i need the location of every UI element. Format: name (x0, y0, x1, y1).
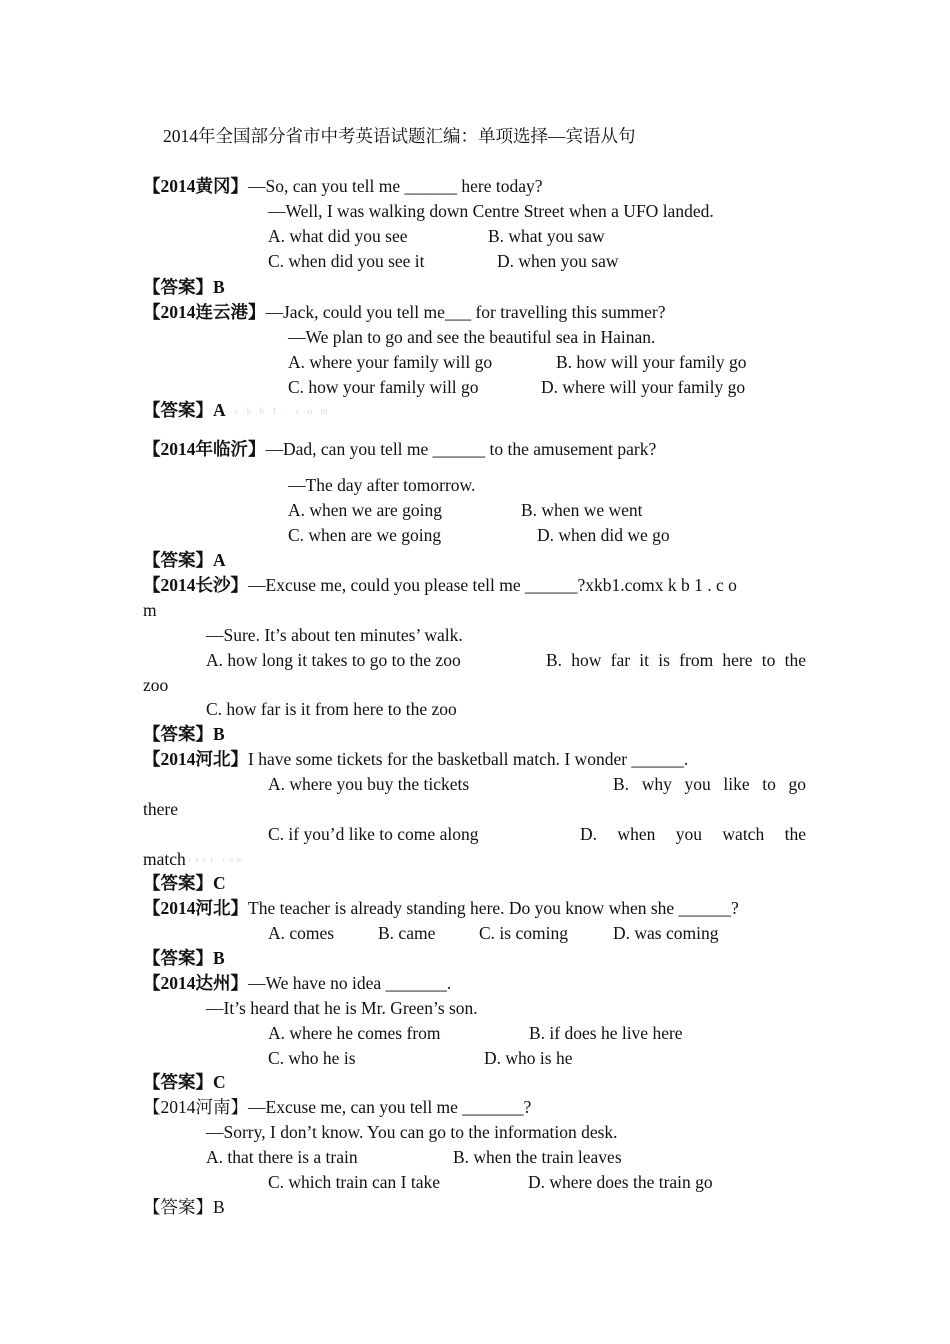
option-a: A. where he comes from (268, 1023, 441, 1043)
option-a: A. comes (268, 923, 335, 943)
answer-line: 【答案】A (143, 400, 226, 420)
option-c: C. how your family will go (288, 377, 479, 397)
option-c: C. if you’d like to come along (268, 824, 479, 844)
option-a: A. when we are going (288, 500, 443, 520)
question-stem: —We have no idea _______. (248, 973, 452, 993)
answer-value: C (213, 873, 226, 893)
option-a: A. how long it takes to go to the zoo (206, 650, 461, 670)
question-tag: 【2014河南】 (143, 1097, 248, 1117)
question-tag: 【2014河北】 (143, 749, 248, 769)
option-a: A. that there is a train (206, 1147, 358, 1167)
answer-value: B (213, 1197, 225, 1217)
option-c: C. when are we going (288, 525, 442, 545)
option-a: A. where you buy the tickets (268, 774, 470, 794)
answer-value: A (213, 400, 226, 420)
question-tag: 【2014河北】 (143, 898, 248, 918)
question-reply: —We plan to go and see the beautiful sea in Hainan. (288, 327, 656, 347)
option-b: B. how far it is from here to the (546, 650, 806, 670)
watermark: x k b 1 . c o m (234, 406, 331, 416)
answer-value: B (213, 948, 225, 968)
question-tag: 【2014长沙】 (143, 575, 248, 595)
answer-line: 【答案】B (143, 948, 225, 968)
answer-line: 【答案】C (143, 873, 226, 893)
question-stem: I have some tickets for the basketball match. I wonder ______. (248, 749, 689, 769)
question-stem: —So, can you tell me ______ here today? (248, 176, 543, 196)
option-b-wrap: there (143, 799, 178, 819)
option-c: C. when did you see it (268, 251, 425, 271)
option-d: D. where does the train go (528, 1172, 713, 1192)
question-reply: —Sorry, I don’t know. You can go to the information desk. (206, 1122, 618, 1142)
question-stem: —Excuse me, could you please tell me ______?xkb1.comx k b 1 . c o (248, 575, 737, 595)
option-b: B. why you like to go (613, 774, 806, 794)
option-d-wrap: match (143, 849, 186, 869)
question-reply: —Well, I was walking down Centre Street when a UFO landed. (268, 201, 714, 221)
option-b-wrap: zoo (143, 675, 169, 695)
option-b: B. what you saw (488, 226, 605, 246)
question-stem: The teacher is already standing here. Do you know when she ______? (248, 898, 739, 918)
option-a: A. where your family will go (288, 352, 493, 372)
answer-line: 【答案】C (143, 1072, 226, 1092)
question-stem: —Jack, could you tell me___ for travelling this summer? (265, 302, 666, 322)
question-tag: 【2014达州】 (143, 973, 248, 993)
question-tag: 【2014连云港】 (143, 302, 266, 322)
option-c: C. how far is it from here to the zoo (206, 699, 457, 719)
answer-value: B (213, 277, 225, 297)
option-c: C. which train can I take (268, 1172, 441, 1192)
option-b: B. if does he live here (529, 1023, 683, 1043)
question-reply: —It’s heard that he is Mr. Green’s son. (206, 998, 478, 1018)
option-d: D. when you saw (497, 251, 619, 271)
question-reply: —The day after tomorrow. (288, 475, 476, 495)
question-tag: 【2014年临沂】 (143, 439, 266, 459)
question-tag: 【2014黄冈】 (143, 176, 248, 196)
option-d: D. was coming (613, 923, 719, 943)
question-stem-wrap: m (143, 600, 157, 620)
option-a: A. what did you see (268, 226, 408, 246)
option-d: D. who is he (484, 1048, 573, 1068)
watermark: x k b 1 . c o m (188, 856, 244, 864)
option-b: B. when the train leaves (453, 1147, 622, 1167)
option-b: B. when we went (521, 500, 643, 520)
answer-value: C (213, 1072, 226, 1092)
option-c: C. is coming (479, 923, 568, 943)
page-title: 2014年全国部分省市中考英语试题汇编：单项选择—宾语从句 (163, 126, 636, 146)
option-b: B. how will your family go (556, 352, 747, 372)
question-reply: —Sure. It’s about ten minutes’ walk. (206, 625, 463, 645)
answer-line: 【答案】A (143, 550, 226, 570)
answer-value: B (213, 724, 225, 744)
answer-value: A (213, 550, 226, 570)
option-b: B. came (378, 923, 436, 943)
answer-line: 【答案】B (143, 277, 225, 297)
option-c: C. who he is (268, 1048, 356, 1068)
question-stem: —Excuse me, can you tell me _______? (248, 1097, 532, 1117)
answer-line: 【答案】B (143, 1197, 225, 1217)
answer-line: 【答案】B (143, 724, 225, 744)
option-d: D. when did we go (537, 525, 670, 545)
question-stem: —Dad, can you tell me ______ to the amusement park? (265, 439, 657, 459)
option-d: D. when you watch the (580, 824, 806, 844)
option-d: D. where will your family go (541, 377, 746, 397)
